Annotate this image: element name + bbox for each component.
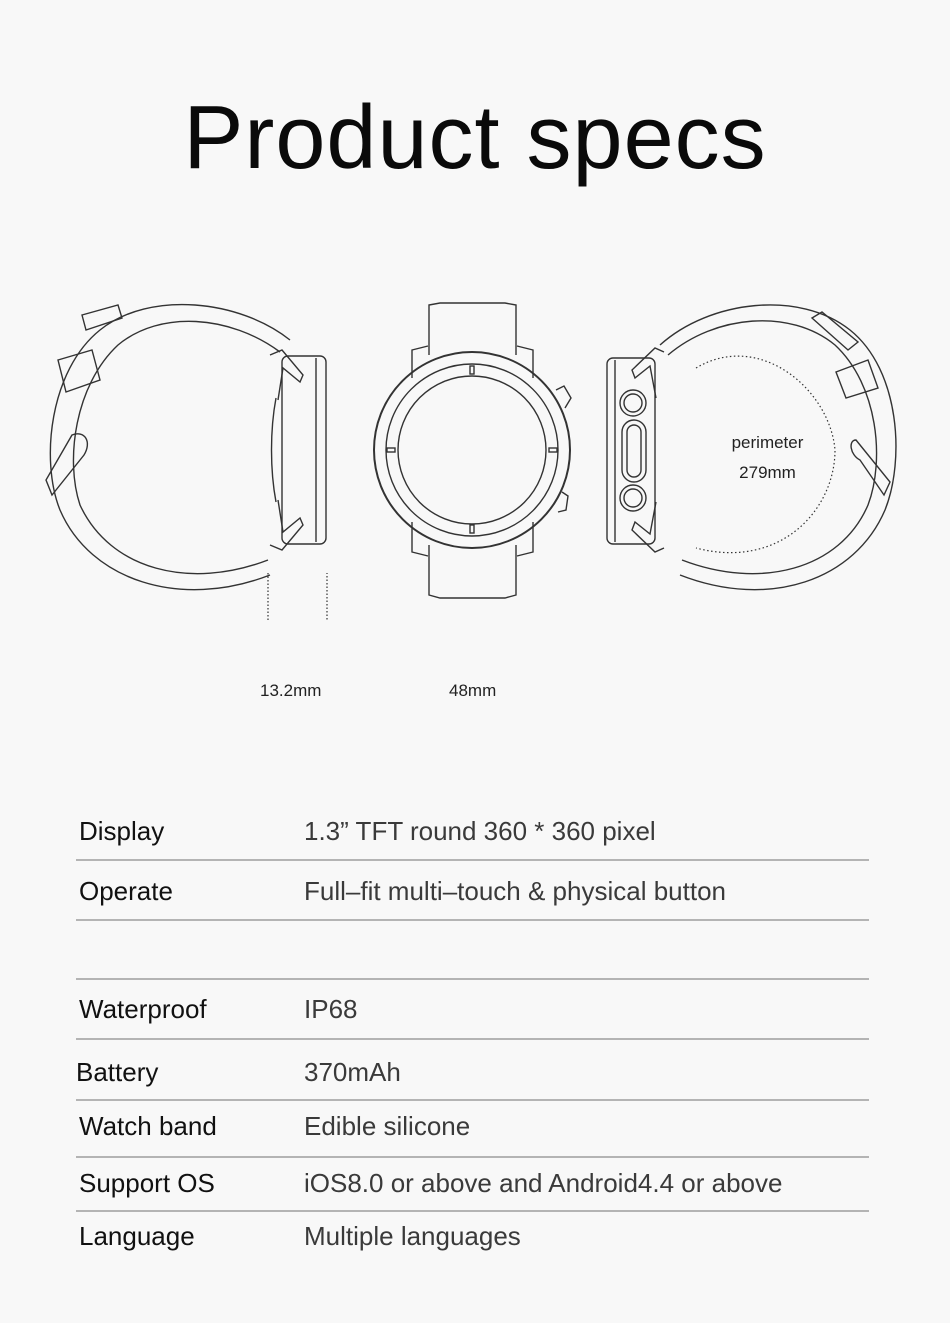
perimeter-annotation [700,428,835,488]
spec-value: 1.3” TFT round 360 * 360 pixel [304,816,656,846]
page-title: Product specs [183,88,767,188]
row-divider [76,919,869,921]
spec-value: Edible silicone [304,1111,471,1141]
perimeter-value: 279mm [739,463,796,482]
spec-value: Full–fit multi–touch & physical button [304,876,726,906]
row-divider [76,1038,869,1040]
front-view [374,303,571,598]
spec-value: iOS8.0 or above and Android4.4 or above [304,1168,783,1198]
spec-value: 370mAh [304,1057,401,1087]
spec-label: Battery [76,1057,159,1087]
width-dimension-label: 48mm [449,681,497,700]
row-divider [76,1210,869,1212]
spec-value: Multiple languages [304,1221,521,1251]
side-view-left [46,305,326,590]
spec-value: IP68 [304,994,358,1024]
perimeter-label: perimeter [731,433,804,452]
spec-label: Language [79,1221,195,1251]
row-divider [76,1099,869,1101]
spec-label: Operate [79,876,173,906]
thickness-dimension-label: 13.2mm [260,681,322,700]
spec-label: Support OS [79,1168,215,1198]
row-divider [76,1156,869,1158]
row-divider [76,859,869,861]
spec-label: Watch band [79,1111,217,1141]
spec-label: Display [79,816,165,846]
row-divider [76,978,869,980]
spec-label: Waterproof [79,994,207,1024]
